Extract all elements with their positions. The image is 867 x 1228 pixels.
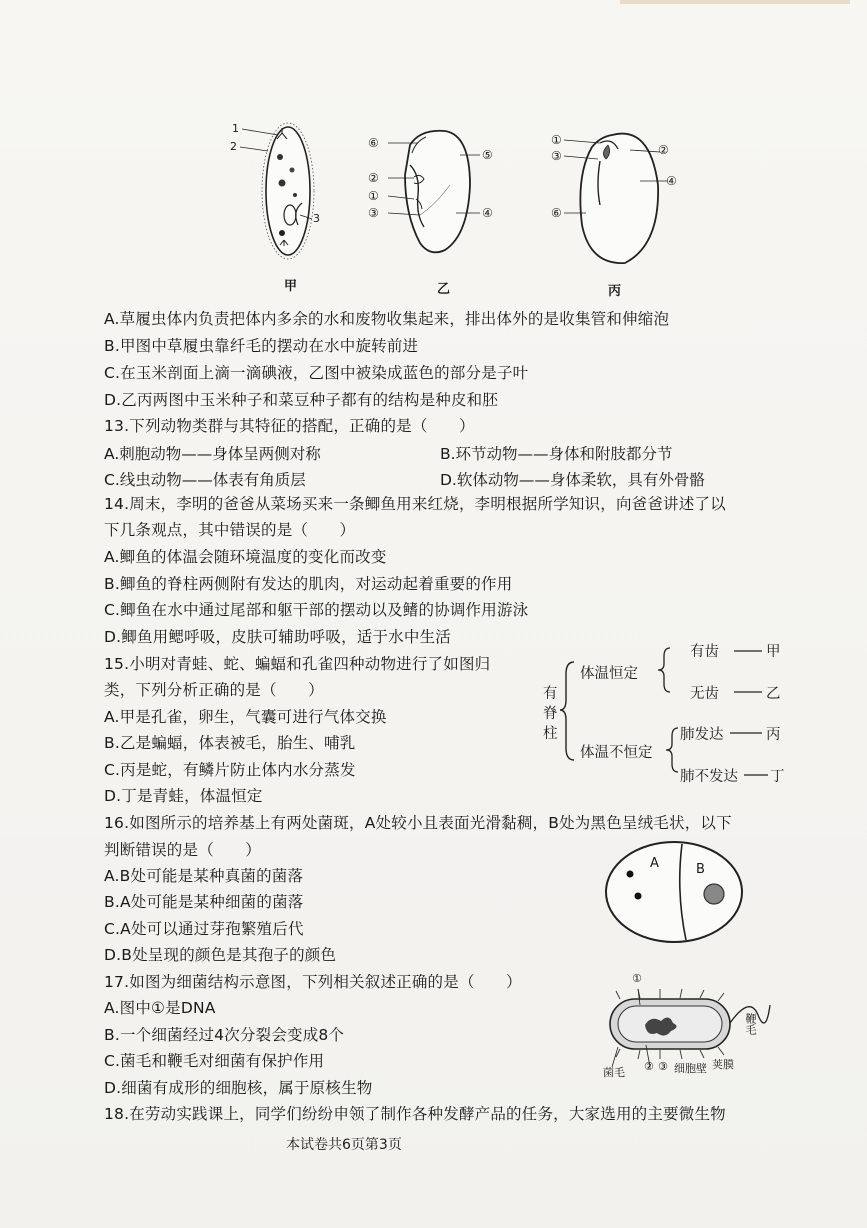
bacterium-label-pili: 菌毛 <box>603 1066 625 1079</box>
q12-option-c: C.在玉米剖面上滴一滴碘液，乙图中被染成蓝色的部分是子叶 <box>104 364 529 382</box>
q15-option-b: B.乙是蝙蝠，体表被毛，胎生、哺乳 <box>104 734 356 752</box>
paramecium-num-2: 2 <box>230 140 237 153</box>
tree-leaf-jia: 甲 <box>766 644 781 660</box>
tree-leaf-bing: 丙 <box>766 727 781 743</box>
q14-option-a: A.鲫鱼的体温会随环境温度的变化而改变 <box>104 548 387 566</box>
q16-option-a: A.B处可能是某种真菌的菌落 <box>104 867 304 885</box>
bacterium-num-1: ① <box>632 972 642 985</box>
paramecium-diagram <box>240 123 314 259</box>
figure-label-bing: 丙 <box>608 284 622 299</box>
biology-figures <box>220 115 690 300</box>
q14-option-d: D.鲫鱼用鳃呼吸，皮肤可辅助呼吸，适于水中生活 <box>104 628 451 646</box>
tree-lung-developed: 肺发达 <box>680 727 724 743</box>
q17-option-d: D.细菌有成形的细胞核，属于原核生物 <box>104 1079 373 1097</box>
corn-num-4: ④ <box>482 206 493 220</box>
q15-option-a: A.甲是孔雀，卵生，气囊可进行气体交换 <box>104 708 387 726</box>
corn-num-1: ① <box>368 189 379 203</box>
tree-lung-undeveloped: 肺不发达 <box>680 769 738 785</box>
q14-stem-line1: 14.周末，李明的爸爸从菜场买来一条鲫鱼用来红烧，李明根据所学知识，向爸爸讲述了以 <box>104 495 726 513</box>
q13-option-a: A.刺胞动物——身体呈两侧对称 <box>104 445 321 463</box>
bacterium-num-3: ③ <box>658 1060 668 1073</box>
q12-option-d: D.乙丙两图中玉米种子和菜豆种子都有的结构是种皮和胚 <box>104 391 499 409</box>
corn-num-2: ② <box>368 171 379 185</box>
corn-num-6: ⑥ <box>368 136 379 150</box>
tree-leaf-ding: 丁 <box>770 769 785 785</box>
q16-option-d: D.B处呈现的颜色是其孢子的颜色 <box>104 946 337 964</box>
figure-label-jia: 甲 <box>284 279 298 294</box>
q13-option-d: D.软体动物——身体柔软，具有外骨骼 <box>440 471 705 489</box>
q16-option-b: B.A处可能是某种细菌的菌落 <box>104 893 304 911</box>
q15-option-d: D.丁是青蛙，体温恒定 <box>104 787 263 805</box>
q16-stem-line2: 判断错误的是（ ） <box>104 841 262 859</box>
q17-option-a: A.图中①是DNA <box>104 999 216 1017</box>
q17-option-b: B.一个细菌经过4次分裂会变成8个 <box>104 1026 345 1044</box>
q14-option-c: C.鲫鱼在水中通过尾部和躯干部的摆动以及鳍的协调作用游泳 <box>104 601 529 619</box>
bean-num-6: ⑥ <box>551 206 562 220</box>
bacterium-label-flagellum: 鞭毛 <box>744 1013 757 1035</box>
tree-root-char-3: 柱 <box>543 726 558 742</box>
paramecium-num-1: 1 <box>232 122 239 135</box>
corn-num-5: ⑤ <box>482 148 493 162</box>
tree-root-char-1: 有 <box>543 686 558 702</box>
corn-num-3: ③ <box>368 206 379 220</box>
top-edge-strip <box>620 0 850 4</box>
petri-dish-diagram <box>600 836 750 948</box>
q17-option-c: C.菌毛和鞭毛对细菌有保护作用 <box>104 1052 325 1070</box>
tree-leaf-yi: 乙 <box>766 686 781 702</box>
bacterium-num-2: ② <box>644 1060 654 1073</box>
q13-option-c: C.线虫动物——体表有角质层 <box>104 471 306 489</box>
q15-stem-line1: 15.小明对青蛙、蛇、蝙蝠和孔雀四种动物进行了如图归 <box>104 655 491 673</box>
q15-option-c: C.丙是蛇，有鳞片防止体内水分蒸发 <box>104 761 356 779</box>
q12-option-b: B.甲图中草履虫靠纤毛的摆动在水中旋转前进 <box>104 337 419 355</box>
q12-option-a: A.草履虫体内负责把体内多余的水和废物收集起来，排出体外的是收集管和伸缩泡 <box>104 310 670 328</box>
q17-stem: 17.如图为细菌结构示意图，下列相关叙述正确的是（ ） <box>104 973 522 991</box>
bacterium-label-wall: 细胞壁 <box>674 1062 707 1075</box>
tree-cold-blooded: 体温不恒定 <box>580 745 653 761</box>
q14-option-b: B.鲫鱼的脊柱两侧附有发达的肌肉，对运动起着重要的作用 <box>104 575 513 593</box>
corn-seed-diagram <box>388 131 480 253</box>
q14-stem-line2: 下几条观点，其中错误的是（ ） <box>104 521 356 539</box>
q13-option-b: B.环节动物——身体和附肢都分节 <box>440 445 673 463</box>
q16-option-c: C.A处可以通过芽孢繁殖后代 <box>104 920 304 938</box>
bean-seed-diagram <box>564 134 668 264</box>
petri-label-a: A <box>650 856 659 871</box>
tree-no-teeth: 无齿 <box>690 686 719 702</box>
page-footer: 本试卷共6页第3页 <box>286 1137 402 1153</box>
q13-stem: 13.下列动物类群与其特征的搭配，正确的是（ ） <box>104 417 475 435</box>
q16-stem-line1: 16.如图所示的培养基上有两处菌斑，A处较小且表面光滑黏稠，B处为黑色呈绒毛状，以下 <box>104 814 732 832</box>
tree-warm-blooded: 体温恒定 <box>580 666 638 682</box>
bean-num-1: ① <box>551 133 562 147</box>
paramecium-num-3: 3 <box>313 212 320 225</box>
bean-num-3: ③ <box>551 149 562 163</box>
q18-stem: 18.在劳动实践课上，同学们纷纷申领了制作各种发酵产品的任务，大家选用的主要微生物 <box>104 1105 726 1123</box>
tree-teeth: 有齿 <box>690 644 719 660</box>
bacterium-label-capsule: 荚膜 <box>712 1058 734 1071</box>
bean-num-4: ④ <box>666 174 677 188</box>
tree-root-char-2: 脊 <box>543 706 558 722</box>
bean-num-2: ② <box>658 143 669 157</box>
q15-stem-line2: 类，下列分析正确的是（ ） <box>104 681 324 699</box>
petri-label-b: B <box>696 862 705 877</box>
figure-label-yi: 乙 <box>437 282 451 297</box>
